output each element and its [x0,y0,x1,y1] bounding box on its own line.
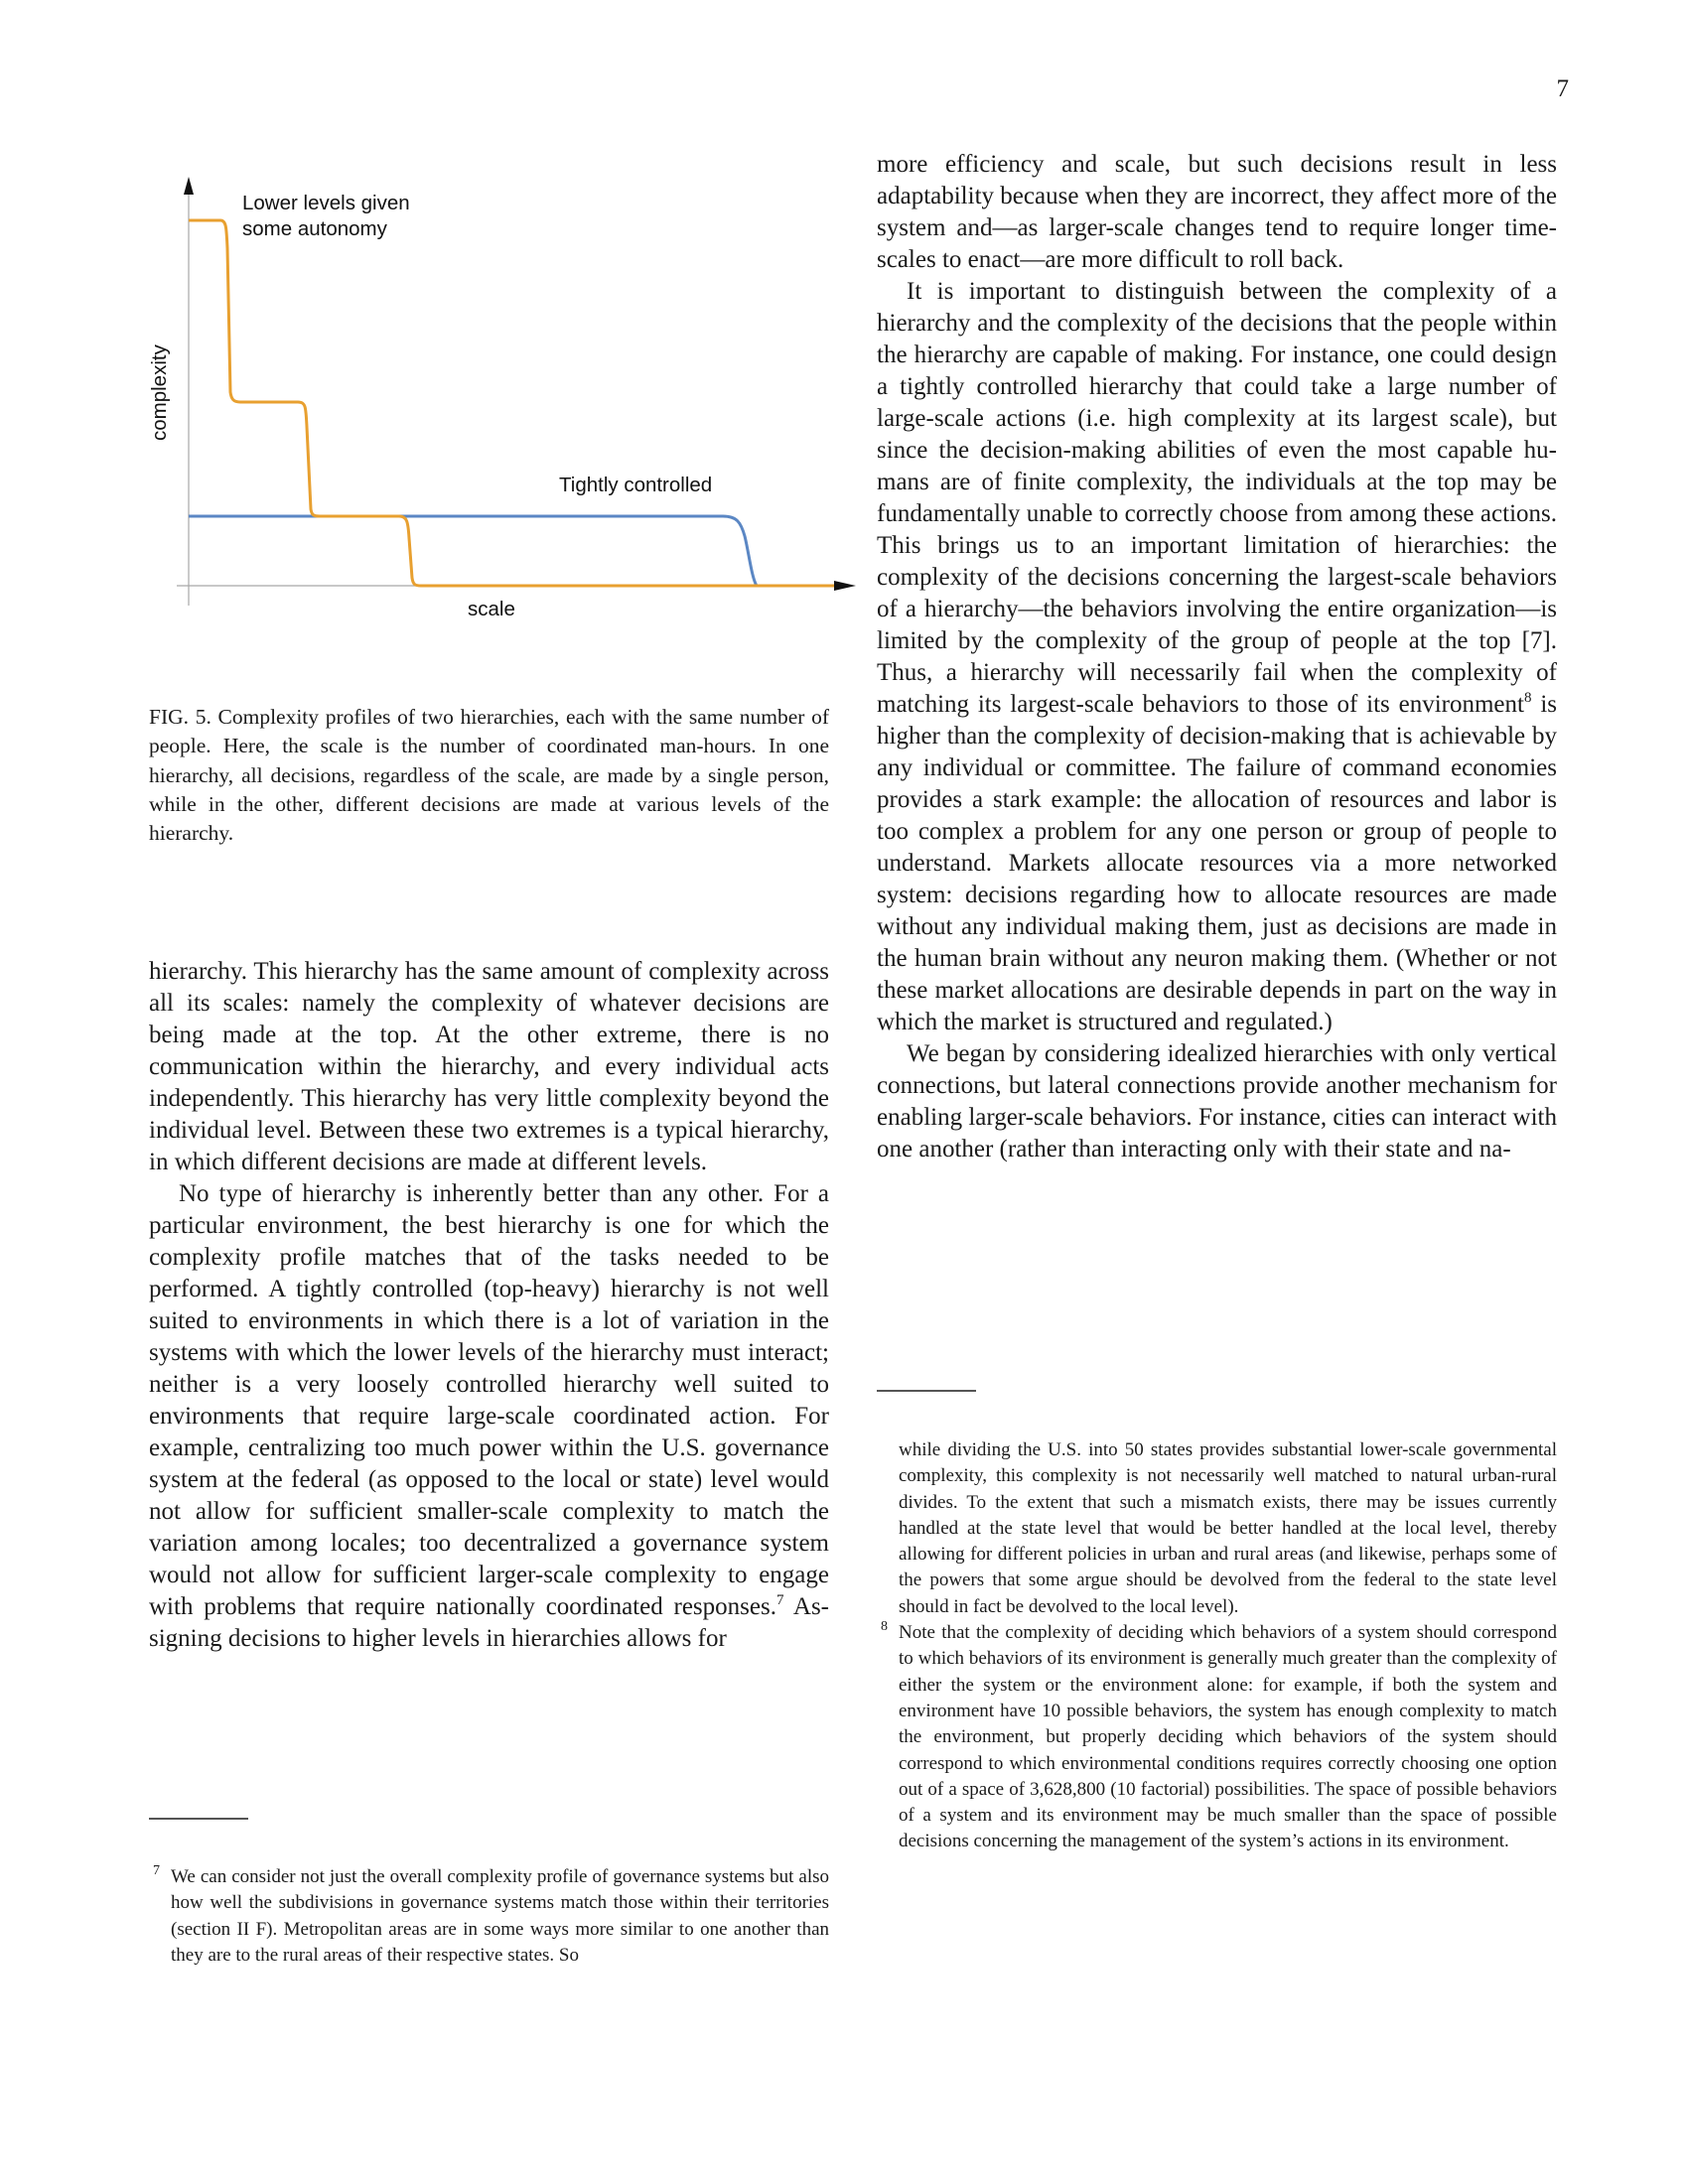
label-autonomy [242,191,410,242]
y-axis-label: complexity [148,344,171,441]
footnote-rule [877,1390,976,1392]
paragraph-distinguish-complexity [877,276,1557,1038]
x-axis-arrow-icon [834,581,856,591]
x-axis-label: scale [468,598,515,620]
tightly-controlled-line [189,516,834,586]
paragraph-text: It is important to distinguish between the complexity of a hierarchy and the complexity of the decisions that the people within the hierarchy are capable of making. For instance, one could design a tightly controlled hierarchy that could take a large number of large-scale actions (i.e. high complexity at its largest scale), but since the decision-making abilities of even the most capable humans are of finite complexity, the individuals at the top may be fundamentally unable to correctly choose from among these actions. This brings us to an important limitation of hierarchies: the complexity of the decisions concerning the largest-scale behaviors of a hierarchy—the behaviors involving the entire organization—is limited by the complexity of the group of people at the top [7]. Thus, a hierarchy will necessarily fail when the complexity of matching its largest-scale behaviors to those of its environment [877,278,1557,718]
footnote-rule [149,1818,248,1820]
paragraph-text-cont: is higher than the complexity of decision-making that is achievable by any individual or committee. The failure of command economies provides a stark example: the allocation of resources and labor is too complex a problem for any one person or group of people to understand. Markets allocate resources via a more networked system: decisions regarding how to allocate resources are made without any individual making them, just as decisions are made in the human brain without any neuron making them. (Whether or not these market allocations are desirable depends in part on the way in which the market is structured and regulated.) [877,691,1557,1035]
footnote-8 [877,1620,1557,1855]
footnote-7 [149,1864,829,1969]
label-autonomy-line1: Lower levels given [242,192,410,214]
lower-levels-autonomy-line [189,220,834,586]
figure-5-complexity-profile-chart [149,169,864,635]
footnote-7-text: We can consider not just the overall complexity profile of governance systems but also how well the subdivisions in governance systems match those within their territories (section II F). Metropolitan areas are in some ways more similar to one another than they are to the rural areas of their respective states. So [171,1866,829,1966]
y-axis-arrow-icon [184,177,194,195]
footnote-7-mark: 7 [153,1863,160,1878]
paragraph-efficiency-adaptability: more efficiency and scale, but such decisions result in less adaptability because when they are incorrect, they affect more of the system and—as larger-scale changes tend to require longer time-scales to enact—are more difficult to roll back. [877,151,1557,273]
paragraph-hierarchy-extremes: hierarchy. This hierarchy has the same amount of complexity across all its scales: namely the complexity of whatever decisions are being made at the top. At the other extreme, there is no communication within the hierarchy, and every individual acts independently. This hierarchy has very little complexity beyond the individual level. Between these two extremes is a typical hierarchy, in which different decisions are made at different levels. [149,958,829,1175]
right-column-body [877,149,1557,1165]
footnote-8-mark: 8 [881,1619,888,1635]
footnote-7-continued: while dividing the U.S. into 50 states provides substantial lower-scale governmental complexity, this complexity is not necessarily well matched to natural urban-rural divides. To the extent that such a mismatch exists, there may be issues currently handled at the state level that would be better handled at the local level, thereby allowing for different policies in urban and rural areas (and likewise, perhaps some of the powers that some argue should be devolved from the federal to the state level should in fact be devolved to the local level). [899,1439,1557,1617]
left-footnote-area [149,1864,829,1969]
left-column-body [149,956,829,1655]
paragraph-lateral-connections: We began by considering idealized hierarchies with only vertical connections, but lateral connections provide another mechanism for enabling larger-scale behaviors. For instance, cities can interact with one another (rather than interacting only with their state and na- [877,1040,1557,1162]
label-tightly-controlled: Tightly controlled [559,474,713,496]
right-footnote-area [877,1437,1557,1855]
paragraph-no-type-better [149,1178,829,1655]
footnote-ref-7[interactable]: 7 [775,1592,784,1608]
footnote-ref-8[interactable]: 8 [1523,690,1532,706]
left-footnotes [149,1818,829,1820]
footnote-8-text: Note that the complexity of deciding which behaviors of a system should correspond to which behaviors of its environment is generally much greater than the complexity of either the system or the environment alone: for example, if both the system and environment have 10 possible behaviors, the system has enough complexity to match the environment, but properly deciding which behaviors of the system should correspond to which environmental conditions requires correctly choosing one option out of a space of 3,628,800 (10 factorial) possibilities. The space of possible behaviors of a system and its environment may be much smaller than the space of possible decisions concerning the management of the system’s actions in its environment. [899,1622,1557,1852]
page-number: 7 [1556,75,1569,102]
figure-caption-block [149,703,829,848]
paragraph-text-cont: Assigning decisions to higher levels in hierarchies allows for [149,1593,829,1652]
right-footnotes-rule [877,1390,1557,1392]
label-autonomy-line2: some autonomy [242,217,387,240]
paragraph-text: No type of hierarchy is inherently better than any other. For a particular environment, the best hierarchy is one for which the complexity profile matches that of the tasks needed to be performed. A tightly controlled (top-heavy) hierarchy is not well suited to environments in which there is a lot of variation in the systems with which the lower levels of the hierarchy must interact; neither is a very loosely controlled hierarchy well suited to environments that require large-scale coordinated action. For example, centralizing too much power within the U.S. governance system at the federal (as opposed to the local or state) level would not allow for sufficient smaller-scale complexity to match the variation among locales; too decentralized a governance system would not allow for sufficient larger-scale complexity to engage with problems that require nationally coordinated responses. [149,1180,829,1620]
figure-caption: FIG. 5. Complexity profiles of two hierarchies, each with the same number of people. Here, the scale is the number of coordinated man-hours. In one hierarchy, all decisions, regardless of the scale, are made by a single person, while in the other, different decisions are made at various levels of the hierarchy. [149,705,829,846]
